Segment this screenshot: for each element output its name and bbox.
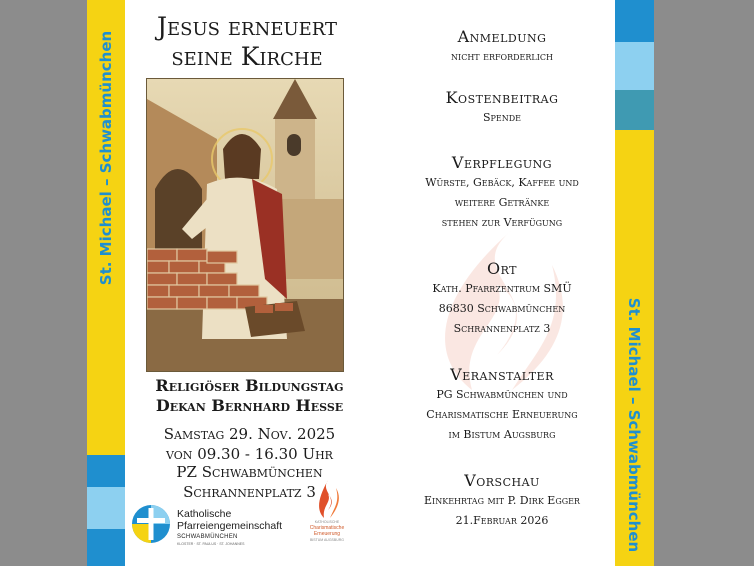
catering-line-3: stehen zur Verfügung bbox=[441, 216, 563, 229]
ce-logo-line-3: Erneuerung bbox=[313, 531, 341, 537]
pg-cross-logo-icon bbox=[131, 504, 171, 544]
location-line-2: 86830 Schwabmünchen bbox=[438, 302, 566, 315]
preview-heading: Vorschau bbox=[464, 471, 540, 490]
right-decorative-strip bbox=[615, 0, 654, 566]
organizer-heading: Veranstalter bbox=[450, 365, 554, 384]
section-catering bbox=[389, 153, 615, 233]
venue-line-1: PZ Schwabmünchen bbox=[176, 463, 323, 481]
location-line-3: Schrannenplatz 3 bbox=[453, 322, 551, 335]
registration-heading: Anmeldung bbox=[457, 27, 547, 46]
right-vertical-text: St. Michael – Schwabmünchen bbox=[625, 297, 644, 553]
flyer-title bbox=[127, 12, 367, 72]
left-vertical-text: St. Michael – Schwabmünchen bbox=[97, 30, 116, 286]
organizer-line-3: im Bistum Augsburg bbox=[448, 428, 556, 441]
ce-logo-line-1: KATHOLISCHE bbox=[314, 520, 340, 524]
section-organizer bbox=[389, 365, 615, 445]
section-preview bbox=[389, 471, 615, 531]
preview-line-1: Einkehrtag mit P. Dirk Egger bbox=[424, 494, 580, 507]
pg-logo-line-1: Katholische bbox=[177, 508, 232, 520]
ce-logo-text bbox=[299, 519, 355, 543]
section-registration bbox=[389, 27, 615, 67]
catering-line-1: Würste, Gebäck, Kaffee und bbox=[425, 176, 579, 189]
pg-logo-line-2: Pfarreiengemeinschaft bbox=[177, 520, 283, 532]
organizer-line-1: PG Schwabmünchen und bbox=[436, 388, 568, 401]
flame-logo-icon bbox=[312, 478, 342, 522]
event-datetime bbox=[127, 424, 372, 464]
venue-line-2: Schrannenplatz 3 bbox=[183, 483, 316, 501]
flyer bbox=[87, 0, 654, 566]
jesus-bricklaying-painting bbox=[146, 78, 344, 372]
preview-line-2: 21.Februar 2026 bbox=[455, 514, 549, 527]
ce-logo-line-4: BISTUM AUGSBURG bbox=[309, 538, 345, 542]
organizer-line-2: Charismatische Erneuerung bbox=[426, 408, 578, 421]
location-heading: Ort bbox=[486, 259, 518, 278]
section-cost bbox=[389, 88, 615, 128]
location-line-1: Kath. Pfarrzentrum SMÜ bbox=[432, 282, 572, 295]
subtitle-line-1: Religiöser Bildungstag bbox=[155, 376, 344, 395]
pg-logo-line-4: KLOSTER · ST. PAULUS · ST. JOHANNES bbox=[177, 542, 245, 546]
catering-heading: Verpflegung bbox=[451, 153, 553, 172]
cost-heading: Kostenbeitrag bbox=[445, 88, 559, 107]
section-location bbox=[389, 259, 615, 339]
registration-line-1: nicht erforderlich bbox=[451, 50, 553, 63]
title-line-1: Jesus erneuert bbox=[156, 12, 338, 41]
pg-logo-line-3: SCHWABMÜNCHEN bbox=[177, 534, 238, 540]
date-line: Samstag 29. Nov. 2025 bbox=[163, 425, 336, 443]
cost-line-1: Spende bbox=[482, 111, 521, 124]
time-line: von 09.30 - 16.30 Uhr bbox=[166, 445, 333, 463]
pg-logo-text bbox=[177, 508, 282, 547]
ce-logo-line-2: Charismatische bbox=[309, 525, 345, 531]
left-decorative-strip bbox=[87, 0, 125, 566]
catering-line-2: weitere Getränke bbox=[454, 196, 550, 209]
title-line-2: seine Kirche bbox=[171, 42, 323, 71]
event-subtitle bbox=[127, 376, 372, 416]
subtitle-line-2: Dekan Bernhard Hesse bbox=[155, 396, 344, 415]
